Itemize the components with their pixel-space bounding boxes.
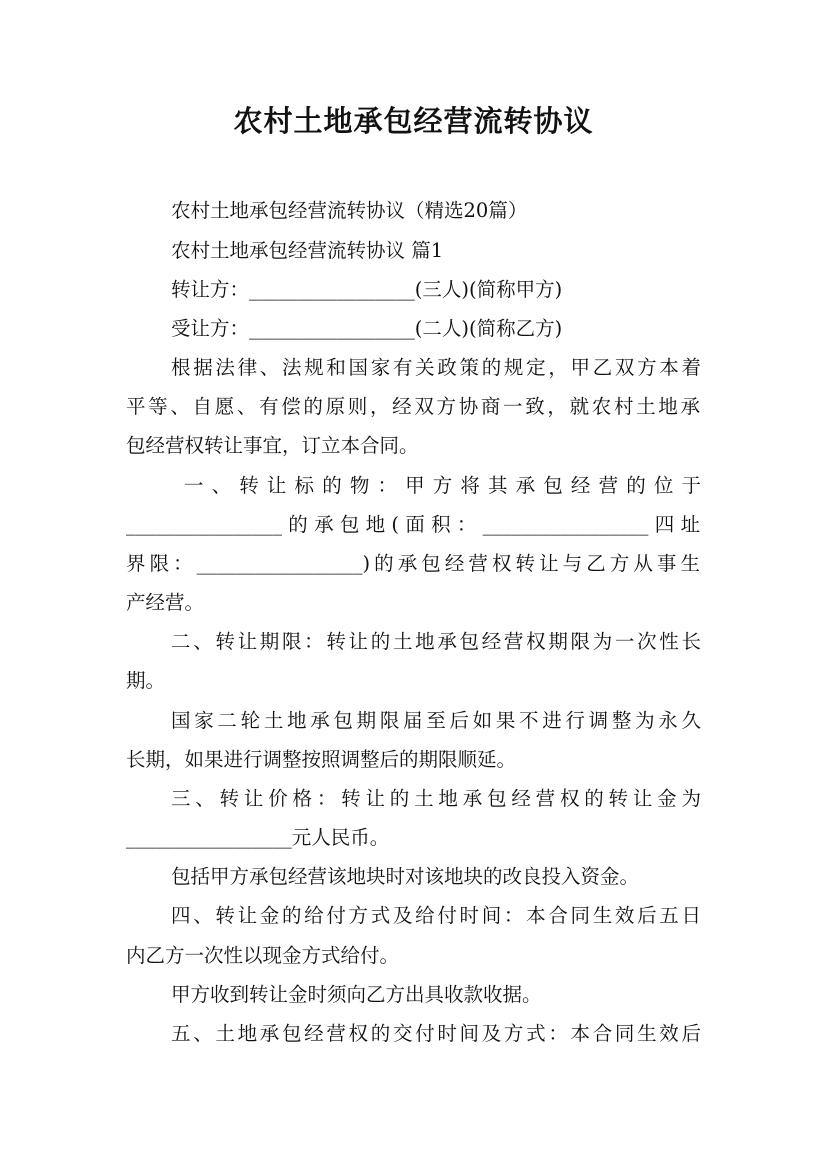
clause-1-line: 产经营。: [126, 591, 205, 614]
section-heading: 农村土地承包经营流转协议 篇1: [171, 239, 444, 262]
clause-5-line: 五、土地承包经营权的交付时间及方式：本合同生效后: [171, 1022, 701, 1045]
paragraph-line: 包经营权转让事宜，订立本合同。: [126, 434, 419, 457]
clause-1-line: ________________的承包地(面积：_________________四址: [126, 513, 700, 536]
subtitle-line: 农村土地承包经营流转协议（精选20篇）: [171, 199, 528, 222]
clause-2-line: 期。: [126, 669, 166, 692]
clause-1-line: 界限：_________________)的承包经营权转让与乙方从事生: [126, 552, 700, 575]
paragraph-line: 包括甲方承包经营该地块时对该地块的改良投入资金。: [171, 865, 640, 888]
clause-3-line: _________________元人民币。: [126, 826, 390, 849]
clause-4-line: 四、转让金的给付方式及给付时间：本合同生效后五日: [171, 904, 701, 927]
clause-4-line: 内乙方一次性以现金方式给付。: [126, 944, 400, 967]
clause-3-line: 三、转让价格：转让的土地承包经营权的转让金为: [171, 787, 701, 810]
clause-2-line: 二、转让期限：转让的土地承包经营权期限为一次性长: [171, 630, 701, 653]
paragraph-line: 国家二轮土地承包期限届至后如果不进行调整为永久: [171, 709, 701, 732]
transferor-line: 转让方：_________________(三人)(简称甲方): [171, 278, 563, 301]
clause-1-line: 一、转让标的物：甲方将其承包经营的位于: [184, 474, 701, 497]
transferee-line: 受让方：_________________(二人)(简称乙方): [171, 317, 563, 340]
document-title: 农村土地承包经营流转协议: [233, 104, 594, 138]
paragraph-line: 平等、自愿、有偿的原则，经双方协商一致，就农村土地承: [126, 395, 700, 418]
paragraph-line: 甲方收到转让金时须向乙方出具收款收据。: [171, 983, 542, 1006]
paragraph-line: 长期，如果进行调整按照调整后的期限顺延。: [126, 748, 517, 771]
paragraph-line: 根据法律、法规和国家有关政策的规定，甲乙双方本着: [171, 356, 701, 379]
